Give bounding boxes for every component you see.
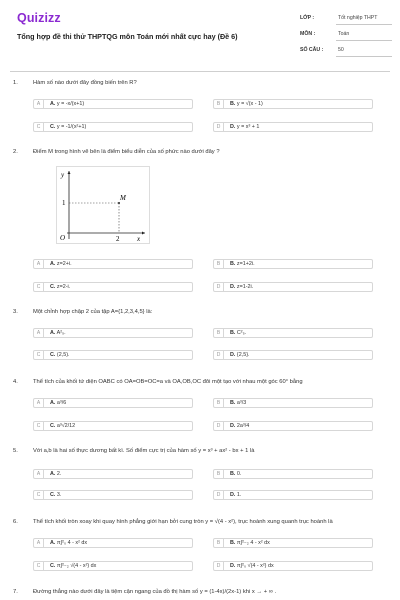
option-label: A.: [50, 330, 56, 336]
option-label: B.: [230, 471, 236, 477]
option-label: B.: [230, 330, 236, 336]
option-content: a³/3: [236, 400, 247, 406]
option-letter: C: [34, 491, 44, 499]
option-content: 3.: [56, 492, 62, 498]
option-b[interactable]: [213, 398, 373, 408]
option-content: 1.: [236, 492, 242, 498]
question-text: Thể tích khối tròn xoay khi quay hình phẳng giới hạn bởi cung tròn y = √(4 - x²), trục hoành xung quanh trục hoành là: [33, 519, 333, 525]
option-d[interactable]: [213, 421, 373, 431]
option-letter: A: [34, 260, 44, 268]
meta-count-line: [336, 56, 392, 57]
meta-subject-line: [336, 40, 392, 41]
option-d[interactable]: [213, 490, 373, 500]
option-letter: C: [34, 562, 44, 570]
option-content: y = x³ + 1: [236, 124, 260, 130]
option-label: C.: [50, 352, 56, 358]
option-b[interactable]: [213, 469, 373, 479]
option-a[interactable]: [33, 99, 193, 109]
option-letter: A: [34, 470, 44, 478]
option-b[interactable]: [213, 259, 373, 269]
origin-label: O: [60, 234, 66, 242]
option-letter: C: [34, 283, 44, 291]
option-label: B.: [230, 540, 236, 546]
option-label: B.: [230, 101, 236, 107]
meta-class-value: Tốt nghiệp THPT: [338, 15, 378, 21]
option-letter: D: [214, 351, 224, 359]
option-content: a³√2/12: [56, 423, 76, 429]
option-a[interactable]: [33, 469, 193, 479]
option-letter: D: [214, 123, 224, 131]
meta-class-line: [336, 24, 392, 25]
option-content: a³/6: [56, 400, 67, 406]
meta-count-label: SỐ CÂU :: [300, 47, 324, 53]
option-a[interactable]: [33, 398, 193, 408]
option-letter: D: [214, 422, 224, 430]
option-content: (2,5).: [56, 352, 70, 358]
option-label: B.: [230, 261, 236, 267]
option-letter: C: [34, 351, 44, 359]
meta-class-label: LỚP :: [300, 15, 315, 21]
x-axis-arrow: [142, 232, 145, 235]
question-text: Đường thẳng nào dưới đây là tiệm cận ngang của đồ thị hàm số y = (1-4x)/(2x-1) khi x → + ∞ .: [33, 589, 277, 595]
option-content: y = √(x - 1): [236, 101, 263, 107]
option-d[interactable]: [213, 122, 373, 132]
option-a[interactable]: [33, 538, 193, 548]
option-label: A.: [50, 261, 56, 267]
question-number: 1.: [13, 80, 18, 86]
option-letter: A: [34, 399, 44, 407]
point-m-label: M: [120, 194, 126, 202]
option-letter: D: [214, 491, 224, 499]
question-text: Điểm M trong hình vẽ bên là điểm biểu diễn của số phức nào dưới đây ?: [33, 149, 220, 155]
question-number: 7.: [13, 589, 18, 595]
question-number: 2.: [13, 149, 18, 155]
option-label: D.: [230, 563, 236, 569]
option-c[interactable]: [33, 350, 193, 360]
option-content: π∫²₀ 4 - x² dx: [56, 540, 88, 546]
option-label: C.: [50, 492, 56, 498]
option-content: A²₅.: [56, 330, 66, 336]
option-label: D.: [230, 284, 236, 290]
complex-plane-graph: [57, 167, 151, 245]
option-label: A.: [50, 101, 56, 107]
option-d[interactable]: [213, 561, 373, 571]
option-content: z=1+2i.: [236, 261, 255, 267]
question-text: Với a,b là hai số thực dương bất kì. Số điểm cực trị của hàm số y = x³ + ax² - bx + 1 là: [33, 448, 255, 454]
question-number: 4.: [13, 379, 18, 385]
option-label: A.: [50, 471, 56, 477]
option-letter: C: [34, 123, 44, 131]
option-letter: C: [34, 422, 44, 430]
option-letter: B: [214, 329, 224, 337]
option-content: z=2+i.: [56, 261, 72, 267]
worksheet-header: [0, 0, 400, 62]
option-label: D.: [230, 423, 236, 429]
question-number: 3.: [13, 309, 18, 315]
option-content: z=1-2i.: [236, 284, 254, 290]
option-letter: B: [214, 100, 224, 108]
option-c[interactable]: [33, 561, 193, 571]
option-content: π∫²₋₂ √(4 - x²) dx: [56, 563, 97, 569]
option-letter: A: [34, 539, 44, 547]
option-label: D.: [230, 124, 236, 130]
question-number: 6.: [13, 519, 18, 525]
header-divider: [10, 71, 390, 72]
option-content: y = -x/(x+1): [56, 101, 85, 107]
option-b[interactable]: [213, 538, 373, 548]
option-letter: B: [214, 260, 224, 268]
question-text: Một chỉnh hợp chập 2 của tập A={1,2,3,4,5} là:: [33, 309, 153, 315]
option-label: B.: [230, 400, 236, 406]
option-label: A.: [50, 400, 56, 406]
coordinate-figure: [56, 166, 150, 244]
option-a[interactable]: [33, 259, 193, 269]
meta-subject-label: MÔN :: [300, 31, 316, 37]
x-tick-label: 2: [116, 235, 120, 243]
option-content: 0.: [236, 471, 242, 477]
option-label: C.: [50, 124, 56, 130]
option-b[interactable]: [213, 99, 373, 109]
option-b[interactable]: [213, 328, 373, 338]
option-c[interactable]: [33, 421, 193, 431]
option-content: z=2-i.: [56, 284, 71, 290]
option-content: C²₅.: [236, 330, 247, 336]
meta-count-value: 50: [338, 47, 344, 53]
option-letter: D: [214, 283, 224, 291]
option-content: 2a³/4: [236, 423, 250, 429]
y-axis-arrow: [68, 171, 71, 174]
option-d[interactable]: [213, 282, 373, 292]
option-label: D.: [230, 352, 236, 358]
x-axis-label: x: [137, 235, 141, 243]
option-content: π∫²₋₂ 4 - x² dx: [236, 540, 270, 546]
question-number: 5.: [13, 448, 18, 454]
y-tick-label: 1: [62, 199, 66, 207]
option-c[interactable]: [33, 282, 193, 292]
option-content: 2.: [56, 471, 62, 477]
option-letter: B: [214, 539, 224, 547]
page-title: Tổng hợp đề thi thử THPTQG môn Toán mới nhất cực hay (Đề 6): [17, 32, 238, 41]
option-label: D.: [230, 492, 236, 498]
y-axis-label: y: [61, 171, 65, 179]
option-letter: B: [214, 399, 224, 407]
option-c[interactable]: [33, 490, 193, 500]
option-label: C.: [50, 563, 56, 569]
option-content: π∫²₀ √(4 - x²) dx: [236, 563, 274, 569]
meta-subject-value: Toán: [338, 31, 350, 37]
option-letter: B: [214, 470, 224, 478]
option-content: {2,5}.: [236, 352, 250, 358]
option-label: C.: [50, 423, 56, 429]
option-letter: D: [214, 562, 224, 570]
option-c[interactable]: [33, 122, 193, 132]
question-text: Hàm số nào dưới đây đồng biến trên R?: [33, 80, 137, 86]
point-m: [118, 202, 120, 204]
option-letter: A: [34, 100, 44, 108]
option-label: A.: [50, 540, 56, 546]
option-content: y = -1/(x²+1): [56, 124, 87, 130]
option-label: C.: [50, 284, 56, 290]
quizizz-logo[interactable]: Quizizz: [17, 11, 61, 25]
option-d[interactable]: [213, 350, 373, 360]
option-letter: A: [34, 329, 44, 337]
option-a[interactable]: [33, 328, 193, 338]
question-text: Thể tích của khối tứ diện OABC có OA=OB=OC=a và OA,OB,OC đôi một tạo với nhau một góc 60° bằng: [33, 379, 303, 385]
